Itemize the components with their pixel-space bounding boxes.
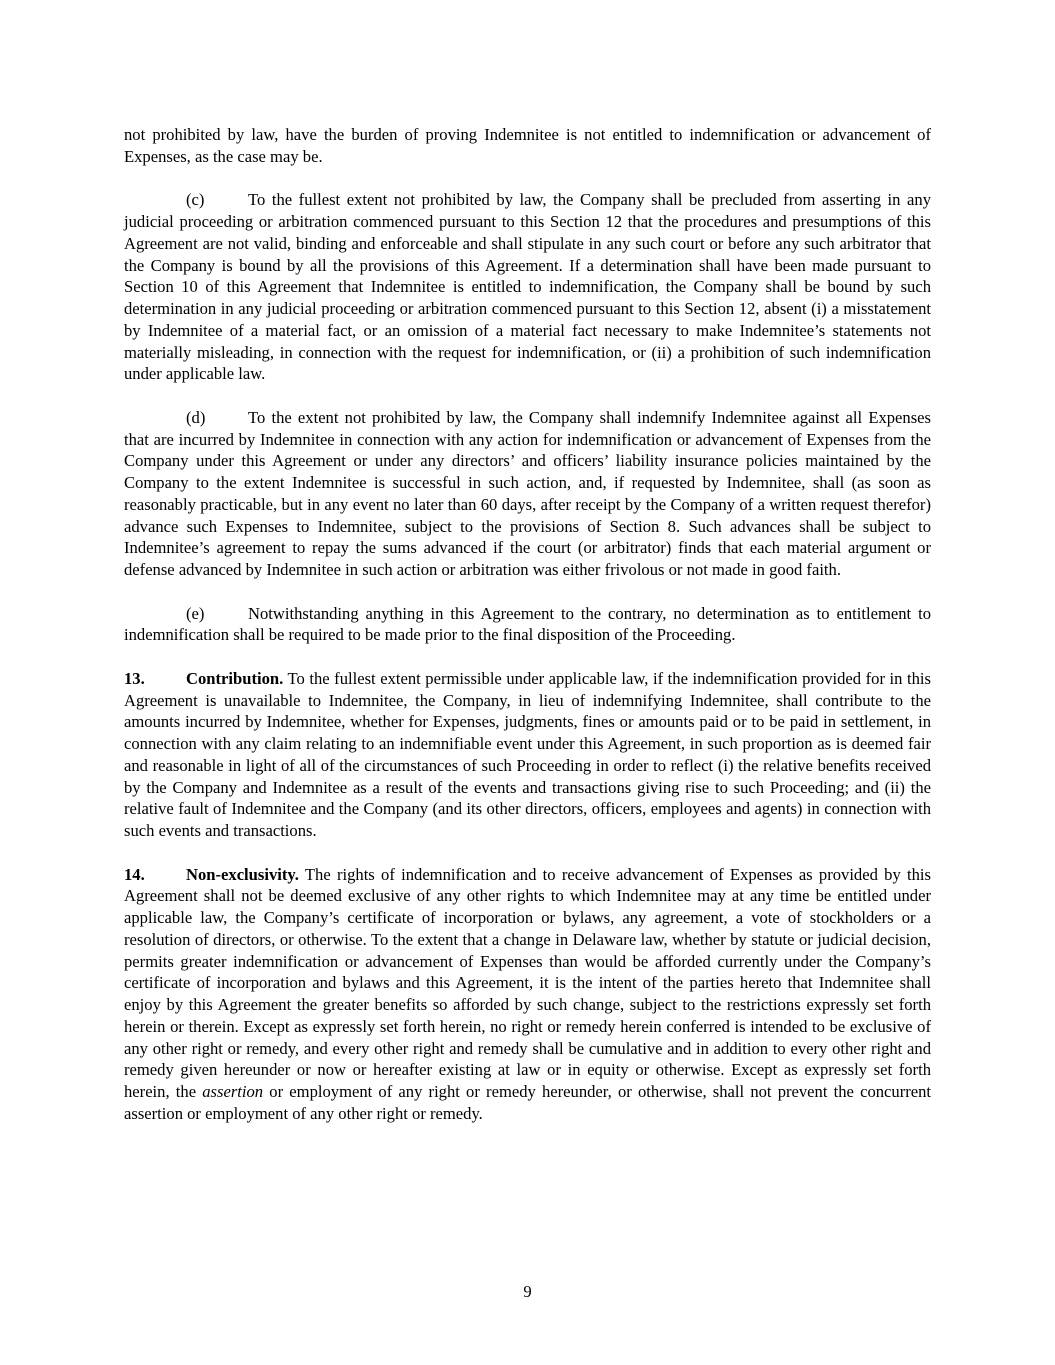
- paragraph-12e-text: Notwithstanding anything in this Agreement to the contrary, no determination as to entitlement to indemnification shall be required to be made prior to the final disposition of the Proceeding.: [124, 603, 931, 645]
- section-13-number: 13.: [124, 668, 145, 688]
- section-14: [124, 864, 931, 1125]
- section-14-number: 14.: [124, 864, 145, 884]
- section-14-title: Non-exclusivity.: [186, 864, 299, 884]
- paragraph-12e-label: (e): [186, 603, 205, 623]
- section-14-text-before: The rights of indemnification and to receive advancement of Expenses as provided by this Agreement shall not be deemed exclusive of any other rights to which Indemnitee may at any time be entitled under applicable law, the Company’s certificate of incorporation or bylaws, any agreement, a vote of stockholders or a resolution of directors, or otherwise. To the extent that a change in Delaware law, whether by statute or judicial decision, permits greater indemnification or advancement of Expenses than would be afforded currently under the Company’s certificate of incorporation and bylaws and this Agreement, it is the intent of the parties hereto that Indemnitee shall enjoy by this Agreement the greater benefits so afforded by such change, subject to the restrictions expressly set forth herein or therein. Except as expressly set forth herein, no right or remedy herein conferred is intended to be exclusive of any other right or remedy, and every other right and remedy shall be cumulative and in addition to every other right and remedy given hereunder or now or hereafter existing at law or in equity or otherwise. Except as expressly set forth herein, the: [124, 864, 931, 1101]
- section-14-italic-term: assertion: [202, 1082, 264, 1101]
- paragraph-12d-text: To the extent not prohibited by law, the Company shall indemnify Indemnitee against all Expenses that are incurred by Indemnitee in connection with any action for indemnification or advancement of Expenses from the Company under this Agreement or under any directors’ and officers’ liability insurance policies maintained by the Company to the extent Indemnitee is successful in such action, and, if requested by Indemnitee, shall (as soon as reasonably practicable, but in any event no later than 60 days, after receipt by the Company of a written request therefor) advance such Expenses to Indemnitee, subject to the provisions of Section 8. Such advances shall be subject to Indemnitee’s agreement to repay the sums advanced if the court (or arbitrator) finds that each material argument or defense advanced by Indemnitee in such action or arbitration was either frivolous or not made in good faith.: [124, 407, 931, 579]
- section-13-title: Contribution.: [186, 668, 284, 688]
- paragraph-12c-label: (c): [186, 190, 205, 210]
- section-14-text-after: or employment of any right or remedy hereunder, or otherwise, shall not prevent the concurrent assertion or employment of any other right or remedy.: [124, 1082, 932, 1123]
- document-page: [124, 124, 931, 1146]
- paragraph-12e: [124, 603, 931, 647]
- paragraph-12c: [124, 189, 931, 385]
- paragraph-12d-label: (d): [186, 407, 206, 427]
- section-13: [124, 668, 931, 842]
- paragraph-12d: [124, 407, 931, 581]
- section-13-text: To the fullest extent permissible under applicable law, if the indemnification provided for in this Agreement is unavailable to Indemnitee, the Company, in lieu of indemnifying Indemnitee, shall contribute to the amounts incurred by Indemnitee, whether for Expenses, judgments, fines or amounts paid or to be paid in settlement, in connection with any claim relating to an indemnifiable event under this Agreement, in such proportion as is deemed fair and reasonable in light of all of the circumstances of such Proceeding in order to reflect (i) the relative benefits received by the Company and Indemnitee as a result of the events and transactions giving rise to such Proceeding; and (ii) the relative fault of Indemnitee and the Company (and its other directors, officers, employees and agents) in connection with such events and transactions.: [124, 668, 931, 840]
- page-number: 9: [523, 1282, 532, 1301]
- paragraph-12c-text: To the fullest extent not prohibited by law, the Company shall be precluded from asserting in any judicial proceeding or arbitration commenced pursuant to this Section 12 that the procedures and presumptions of this Agreement are not valid, binding and enforceable and shall stipulate in any such court or before any such arbitrator that the Company is bound by all the provisions of this Agreement. If a determination shall have been made pursuant to Section 10 of this Agreement that Indemnitee is entitled to indemnification, the Company shall be bound by such determination in any judicial proceeding or arbitration commenced pursuant to this Section 12, absent (i) a misstatement by Indemnitee of a material fact, or an omission of a material fact necessary to make Indemnitee’s statements not materially misleading, in connection with the request for indemnification, or (ii) a prohibition of such indemnification under applicable law.: [124, 190, 931, 384]
- paragraph-continuation: not prohibited by law, have the burden of proving Indemnitee is not entitled to indemnification or advancement of Expenses, as the case may be.: [124, 125, 931, 166]
